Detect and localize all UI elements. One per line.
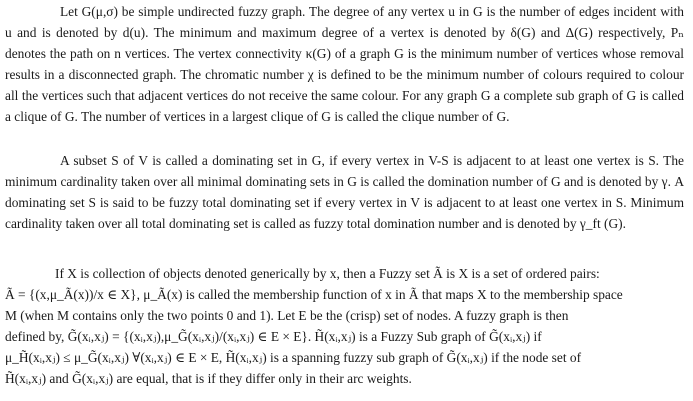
text-line: μ_H̃(xᵢ,xⱼ) ≤ μ_G̃(xᵢ,xⱼ) ∀(xᵢ,xⱼ) ∈ E × E, H̃(xᵢ,xⱼ) is a spanning fuzzy sub graph of G̃(xᵢ,xⱼ) if the node set of	[5, 350, 582, 365]
paragraph-text: Let G(μ,σ) be simple undirected fuzzy graph. The degree of any vertex u in G is the number of edges incident with u and is denoted by d(u). The minimum and maximum degree of a vertex is denoted by δ(G) and Δ(G) respectively, Pₙ denotes the path on n vertices. The vertex connectivity κ(G) of a graph G is the minimum number of vertices whose removal results in a disconnected graph. The chromatic number χ is defined to be the minimum number of colours required to colour all the vertices such that adjacent vertices do not receive the same colour. For any graph G a complete sub graph of G is called a clique of G. The number of vertices in a largest clique of G is called the clique number of G.	[5, 4, 684, 124]
text-line: Ã = {(x,μ_Ã(x))/x ∈ X}, μ_Ã(x) is called the membership function of x in Ã that maps X to the membership space	[5, 287, 623, 302]
paragraph-fuzzy-graph-definitions	[5, 1, 684, 127]
text-line: If X is collection of objects denoted generically by x, then a Fuzzy set Ã is X is a set of ordered pairs:	[55, 266, 600, 281]
paragraph-fuzzy-set	[5, 263, 684, 389]
paragraph-text: A subset S of V is called a dominating set in G, if every vertex in V-S is adjacent to at least one vertex is S. The minimum cardinality taken over all minimal dominating sets in G is called the domination number of G and is denoted by γ. A dominating set S is said to be fuzzy total dominating set if every vertex in V is adjacent to at least one vertex in S. Minimum cardinality taken over all total dominating set is called as fuzzy total domination number and is denoted by γ_ft (G).	[5, 153, 684, 231]
text-line: H̃(xᵢ,xⱼ) and G̃(xᵢ,xⱼ) are equal, that is if they differ only in their arc weights.	[5, 371, 412, 386]
text-line: M (when M contains only the two points 0 and 1). Let E be the (crisp) set of nodes. A fuzzy graph is then	[5, 308, 569, 323]
text-line: defined by, G̃(xᵢ,xⱼ) = {(xᵢ,xⱼ),μ_G̃(xᵢ,xⱼ)/(xᵢ,xⱼ) ∈ E × E}. H̃(xᵢ,xⱼ) is a Fuzzy Sub graph of G̃(xᵢ,xⱼ) if	[5, 329, 542, 344]
paragraph-dominating-set	[5, 150, 684, 234]
